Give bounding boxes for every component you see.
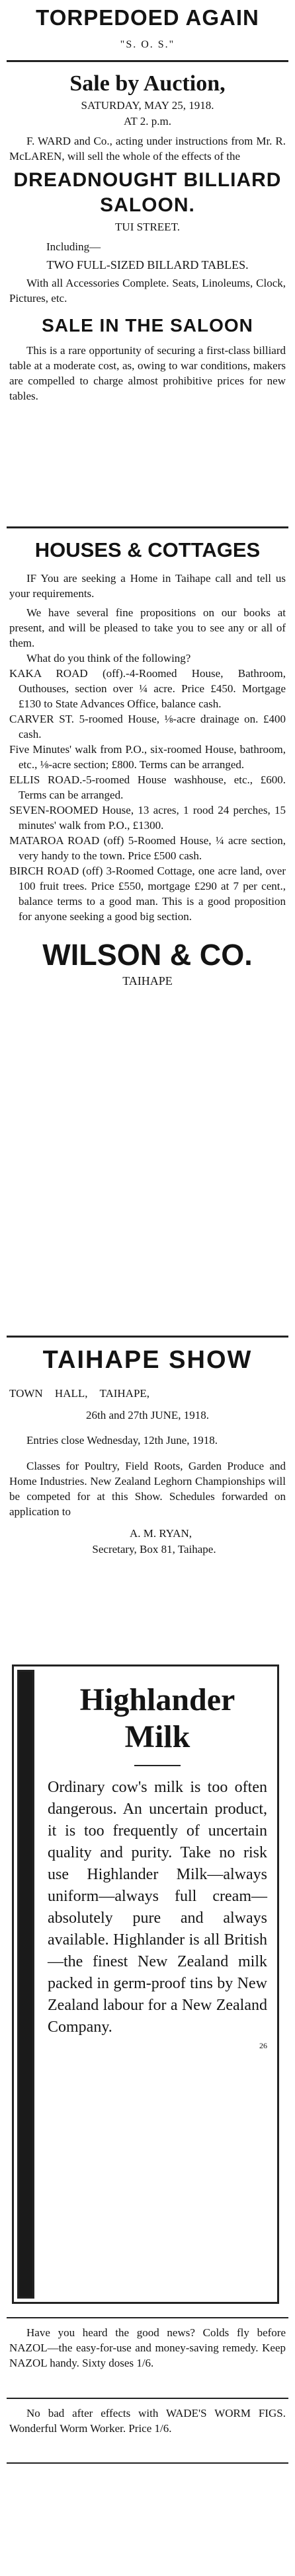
auction-sale-text: This is a rare opportunity of securing a first-class billiard table at a moderate cost, as, owing to war conditions, makers are compelled to charge almost prohibitive prices for new tables. bbox=[9, 344, 286, 402]
auction-venue-title: DREADNOUGHT BILLIARD SALOON. bbox=[13, 169, 282, 216]
worm-ad bbox=[0, 2406, 295, 2436]
houses-propositions: We have several fine propositions on our books at present, and will be pleased to take you to see any or all of them. bbox=[9, 606, 286, 649]
nazol-text: Have you heard the good news? Colds fly before NAZOL—the easy-for-use and money-saving remedy. Keep NAZOL handy. Sixty doses 1/6. bbox=[9, 2326, 286, 2369]
auction-sale-heading: SALE IN THE SALOON bbox=[42, 315, 253, 336]
houses-title: HOUSES & COTTAGES bbox=[34, 538, 261, 561]
milk-ad-side-band bbox=[17, 1670, 34, 2299]
listing-item: CARVER ST. 5-roomed House, ⅛-acre drainage on. £400 cash. bbox=[9, 713, 286, 740]
show-contact-name: A. M. RYAN, bbox=[130, 1527, 192, 1540]
auction-street: TUI STREET. bbox=[115, 221, 180, 233]
auction-item-tables: TWO FULL-SIZED BILLARD TABLES. bbox=[46, 258, 249, 271]
listing-item: ELLIS ROAD.-5-roomed House washhouse, etc., £600. Terms can be arranged. bbox=[9, 773, 286, 801]
auction-date: SATURDAY, MAY 25, 1918. bbox=[81, 99, 214, 112]
milk-number: 26 bbox=[259, 2041, 267, 2050]
torpedoed-subtitle: "S. O. S." bbox=[120, 39, 175, 50]
houses-town: TAIHAPE bbox=[122, 974, 173, 987]
divider bbox=[7, 526, 288, 528]
divider bbox=[7, 60, 288, 62]
divider bbox=[7, 2398, 288, 2399]
milk-title-line2: Milk bbox=[124, 1719, 190, 1754]
houses-question: What do you think of the following? bbox=[26, 652, 191, 664]
listing-item: Five Minutes' walk from P.O., six-roomed House, bathroom, etc., ⅛-acre section; £800. Terms can be arranged. bbox=[9, 743, 286, 771]
show-ad bbox=[0, 1345, 295, 1557]
show-title: TAIHAPE SHOW bbox=[42, 1346, 253, 1374]
show-classes: Classes for Poultry, Field Roots, Garden Produce and Home Industries. New Zealand Leghorn Championships will be competed for at this Show. Schedules forwarded on application to bbox=[9, 1460, 286, 1518]
milk-ad bbox=[44, 1682, 271, 2051]
divider bbox=[7, 1336, 288, 1338]
house-listings bbox=[0, 666, 295, 924]
auction-accessories: With all Accessories Complete. Seats, Linoleums, Clock, Pictures, etc. bbox=[9, 277, 286, 304]
torpedoed-ad bbox=[0, 4, 295, 53]
listing-item: MATAROA ROAD (off) 5-Roomed House, ¼ acre section, very handy to the town. Price £500 cash. bbox=[9, 834, 286, 862]
torpedoed-title: TORPEDOED AGAIN bbox=[36, 5, 259, 30]
auction-including: Including— bbox=[46, 240, 101, 253]
houses-ad bbox=[0, 536, 295, 989]
listing-item: SEVEN-ROOMED House, 13 acres, 1 rood 24 perches, 15 minutes' walk from P.O., £1300. bbox=[9, 804, 286, 832]
listing-item: BIRCH ROAD (off) 3-Roomed Cottage, one acre land, over 100 fruit trees. Price £550, mortgage £290 at 7 per cent., balance terms to a good man. This is a good proposition for anyone seeking a good big section. bbox=[9, 865, 286, 923]
nazol-ad bbox=[0, 2325, 295, 2371]
auction-ad bbox=[0, 70, 295, 404]
houses-intro: IF You are seeking a Home in Taihape call and tell us your requirements. bbox=[9, 572, 286, 600]
auction-intro: F. WARD and Co., acting under instructions from Mr. R. McLAREN, will sell the whole of the effects of the bbox=[9, 135, 286, 162]
show-entries: Entries close Wednesday, 12th June, 1918. bbox=[26, 1434, 218, 1447]
divider bbox=[7, 2317, 288, 2318]
divider bbox=[7, 2462, 288, 2464]
auction-title: Sale by Auction, bbox=[69, 71, 226, 96]
show-dates: 26th and 27th JUNE, 1918. bbox=[85, 1409, 210, 1421]
milk-title-rule bbox=[134, 1765, 181, 1766]
show-venue: TOWN HALL, TAIHAPE, bbox=[9, 1387, 150, 1400]
milk-title-line1: Highlander bbox=[79, 1682, 235, 1717]
houses-firm: WILSON & CO. bbox=[42, 938, 253, 972]
listing-item: KAKA ROAD (off).-4-Roomed House, Bathroom, Outhouses, section over ¼ acre. Price £450. Mortgage £130 to State Advances Office, balance cash. bbox=[9, 667, 286, 710]
milk-body: Ordinary cow's milk is too often dangerous. An uncertain product, it is too frequently of uncertain quality and purity. Take no risk use Highlander Milk—always uniform—always full cream—absolutely pure and always available. Highlander is all British—the finest New Zealand milk packed in germ-proof tins by New Zealand labour for a New Zealand Company. bbox=[48, 1779, 267, 2036]
worm-text: No bad after effects with WADE'S WORM FIGS. Wonderful Worm Worker. Price 1/6. bbox=[9, 2407, 286, 2435]
show-contact-role: Secretary, Box 81, Taihape. bbox=[92, 1543, 216, 1556]
auction-time: AT 2. p.m. bbox=[124, 115, 171, 127]
